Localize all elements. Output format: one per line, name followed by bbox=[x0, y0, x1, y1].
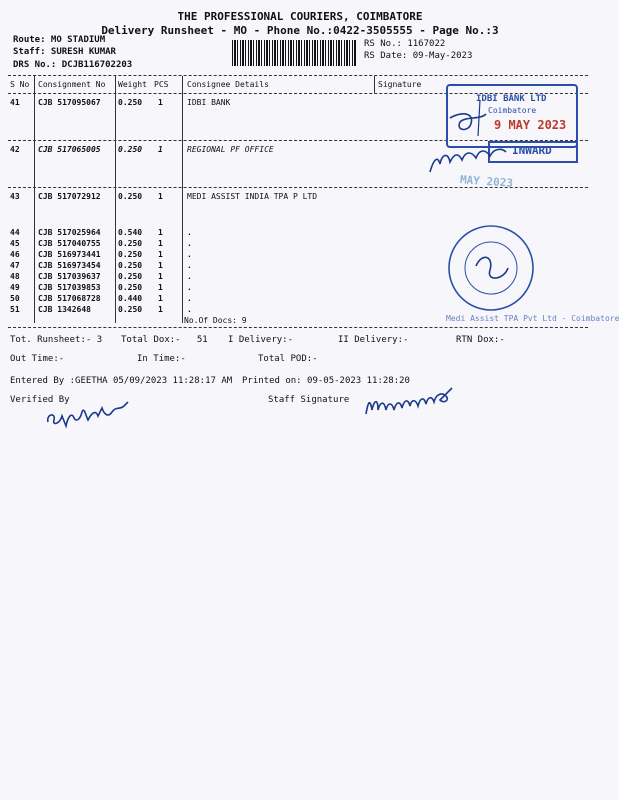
row-sno: 51 bbox=[10, 305, 20, 314]
ii-delivery: II Delivery:- bbox=[338, 335, 409, 345]
row-pcs: 1 bbox=[158, 228, 163, 237]
row-consignment: CJB 517095067 bbox=[38, 98, 101, 107]
no-of-docs: No.Of Docs: 9 bbox=[184, 316, 247, 325]
col-weight: Weight bbox=[118, 80, 147, 89]
row-consignment: CJB 517065005 bbox=[38, 145, 101, 154]
row-sno: 49 bbox=[10, 283, 20, 292]
row-consignee: . bbox=[187, 294, 192, 303]
row-consignment: CJB 516973441 bbox=[38, 250, 101, 259]
pf-office-stamp-date: MAY 2023 bbox=[459, 173, 514, 190]
tot-runsheet: Tot. Runsheet:- 3 bbox=[10, 335, 103, 345]
row-consignee: . bbox=[187, 283, 192, 292]
row-pcs: 1 bbox=[158, 250, 163, 259]
idbi-stamp-name: IDBI BANK LTD bbox=[476, 94, 547, 104]
staff-signature-label: Staff Signature bbox=[268, 395, 350, 405]
barcode bbox=[232, 40, 356, 66]
verifier-signature bbox=[42, 392, 137, 432]
row-sno: 44 bbox=[10, 228, 20, 237]
row-consignee: . bbox=[187, 228, 192, 237]
row-consignment: CJB 1342648 bbox=[38, 305, 91, 314]
receiver-signature bbox=[420, 100, 590, 190]
company-title: THE PROFESSIONAL COURIERS, COIMBATORE bbox=[177, 10, 423, 23]
route-label: Route: MO STADIUM bbox=[13, 35, 106, 45]
row-sno: 47 bbox=[10, 261, 20, 270]
row-consignment: CJB 517039853 bbox=[38, 283, 101, 292]
row-weight: 0.250 bbox=[118, 305, 143, 314]
row-consignment: CJB 516973454 bbox=[38, 261, 101, 270]
i-delivery: I Delivery:- bbox=[228, 335, 294, 345]
row-weight: 0.440 bbox=[118, 294, 143, 303]
row-consignee: . bbox=[187, 305, 192, 314]
row-pcs: 1 bbox=[158, 305, 163, 314]
col-signature: Signature bbox=[378, 80, 422, 89]
row-weight: 0.250 bbox=[118, 283, 143, 292]
row-consignment: CJB 517039637 bbox=[38, 272, 101, 281]
medi-assist-seal bbox=[446, 222, 536, 314]
total-pod: Total POD:- bbox=[258, 354, 318, 364]
row-sno: 43 bbox=[10, 192, 20, 201]
row-weight: 0.250 bbox=[118, 98, 143, 107]
row-pcs: 1 bbox=[158, 98, 163, 107]
row-consignee: . bbox=[187, 261, 192, 270]
row-weight: 0.250 bbox=[118, 192, 143, 201]
col-divider bbox=[34, 76, 35, 323]
row-sno: 48 bbox=[10, 272, 20, 281]
row-consignee: IDBI BANK bbox=[187, 98, 231, 107]
row-consignee: . bbox=[187, 250, 192, 259]
col-divider bbox=[182, 76, 183, 323]
row-pcs: 1 bbox=[158, 145, 163, 154]
medi-assist-seal-text: Medi Assist TPA Pvt Ltd - Coimbatore bbox=[446, 314, 619, 323]
staff-signature bbox=[362, 380, 462, 420]
idbi-stamp-branch: Coimbatore bbox=[488, 106, 537, 115]
inward-stamp-label: INWARD bbox=[512, 144, 552, 157]
row-weight: 0.250 bbox=[118, 145, 143, 154]
row-consignee: REGIONAL PF OFFICE bbox=[187, 145, 274, 154]
row-sno: 42 bbox=[10, 145, 20, 154]
in-time: In Time:- bbox=[137, 354, 186, 364]
col-divider bbox=[115, 76, 116, 323]
row-sno: 50 bbox=[10, 294, 20, 303]
row-weight: 0.250 bbox=[118, 250, 143, 259]
col-pcs: PCS bbox=[154, 80, 169, 89]
row-weight: 0.540 bbox=[118, 228, 143, 237]
row-consignment: CJB 517025964 bbox=[38, 228, 101, 237]
table-top-rule bbox=[8, 75, 588, 76]
row-sno: 46 bbox=[10, 250, 20, 259]
row-pcs: 1 bbox=[158, 294, 163, 303]
table-bottom-rule bbox=[8, 327, 588, 328]
printed-on: Printed on: 09-05-2023 11:28:20 bbox=[242, 376, 410, 386]
entered-by: Entered By :GEETHA 05/09/2023 11:28:17 AM bbox=[10, 376, 233, 386]
row-weight: 0.250 bbox=[118, 272, 143, 281]
total-dox: Total Dox:- 51 bbox=[121, 335, 208, 345]
row-consignment: CJB 517072912 bbox=[38, 192, 101, 201]
row-sno: 41 bbox=[10, 98, 20, 107]
drs-number: DRS No.: DCJB116702203 bbox=[13, 60, 133, 70]
col-divider bbox=[374, 76, 375, 93]
row-consignment: CJB 517040755 bbox=[38, 239, 101, 248]
row-weight: 0.250 bbox=[118, 239, 143, 248]
col-consignment: Consignment No bbox=[38, 80, 106, 89]
row-pcs: 1 bbox=[158, 192, 163, 201]
row-consignee: MEDI ASSIST INDIA TPA P LTD bbox=[187, 192, 318, 201]
row-pcs: 1 bbox=[158, 239, 163, 248]
idbi-stamp-date: 9 MAY 2023 bbox=[494, 118, 567, 132]
row-weight: 0.250 bbox=[118, 261, 143, 270]
row-consignee: . bbox=[187, 272, 192, 281]
row-pcs: 1 bbox=[158, 283, 163, 292]
staff-label: Staff: SURESH KUMAR bbox=[13, 47, 116, 57]
rs-date: RS Date: 09-May-2023 bbox=[364, 51, 473, 61]
rtn-dox: RTN Dox:- bbox=[456, 335, 505, 345]
out-time: Out Time:- bbox=[10, 354, 65, 364]
col-sno: S No bbox=[10, 80, 30, 89]
verified-by: Verified By bbox=[10, 395, 70, 405]
row-consignee: . bbox=[187, 239, 192, 248]
row-consignment: CJB 517068728 bbox=[38, 294, 101, 303]
row-sno: 45 bbox=[10, 239, 20, 248]
row-pcs: 1 bbox=[158, 272, 163, 281]
row-pcs: 1 bbox=[158, 261, 163, 270]
col-consignee: Consignee Details bbox=[187, 80, 269, 89]
runsheet-subtitle: Delivery Runsheet - MO - Phone No.:0422-3505555 - Page No.:3 bbox=[101, 24, 499, 37]
rs-number: RS No.: 1167022 bbox=[364, 39, 446, 49]
